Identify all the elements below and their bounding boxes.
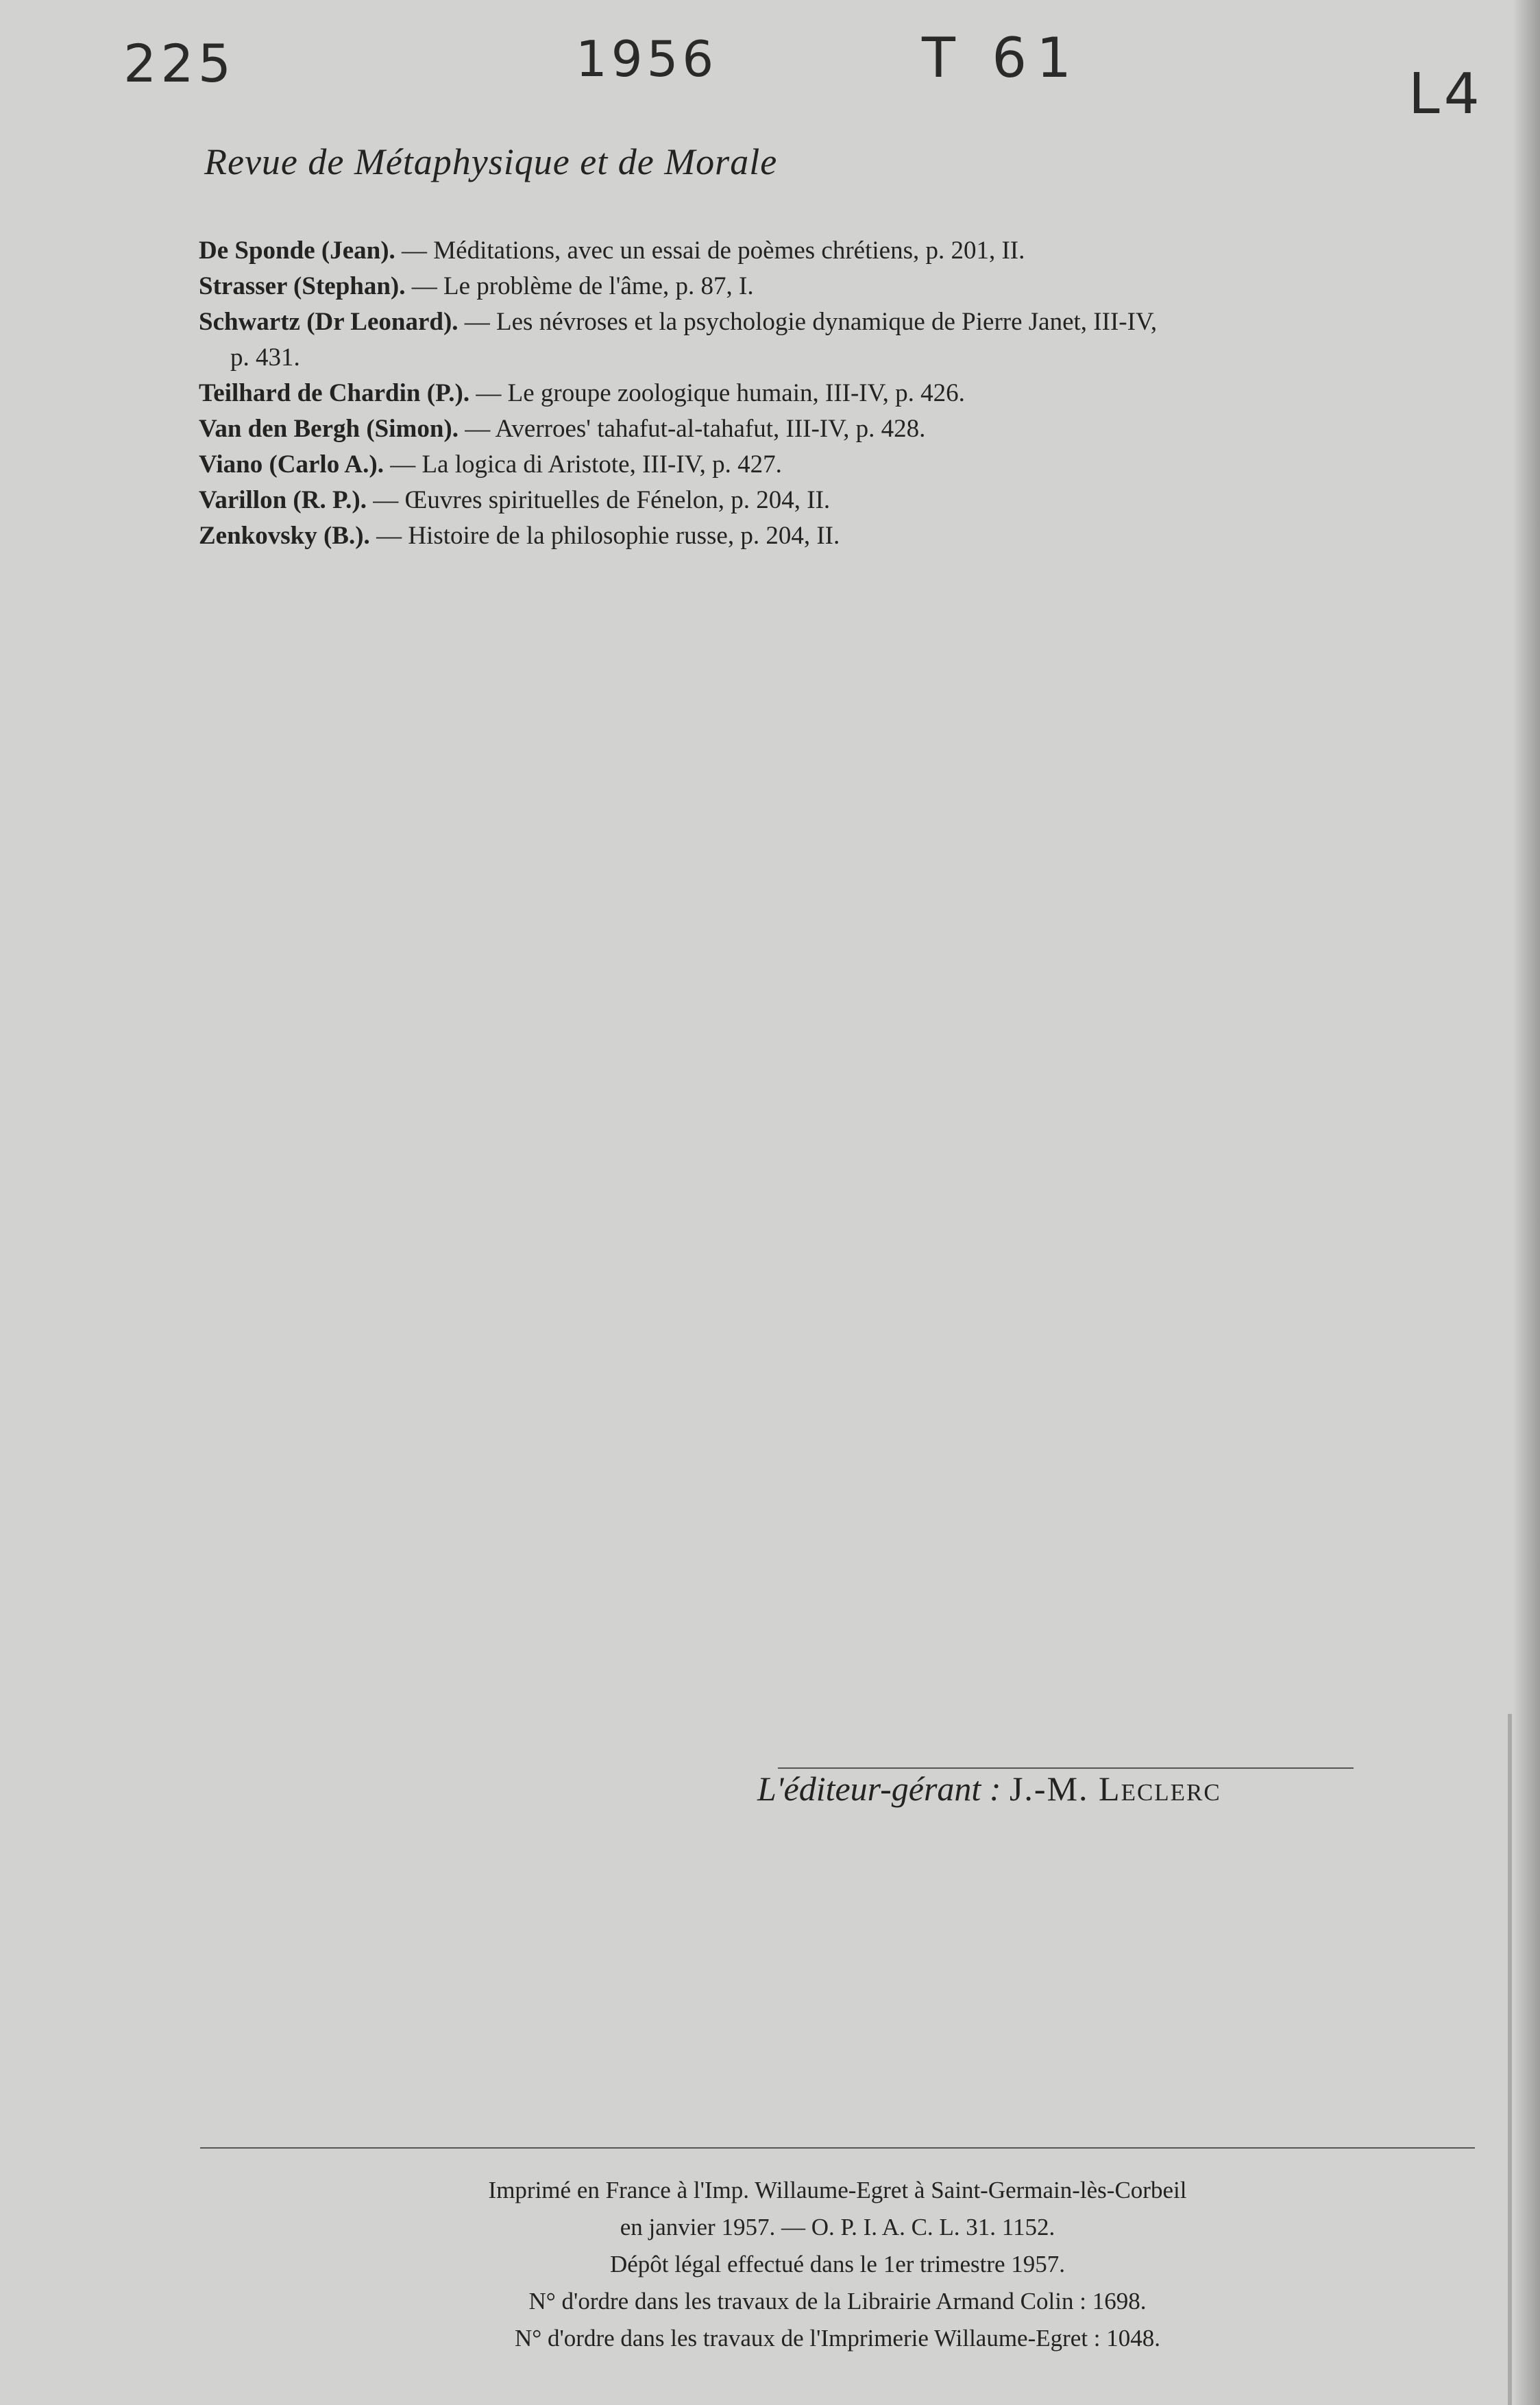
entry-text: — Œuvres spirituelles de Fénelon, p. 204, II. bbox=[366, 486, 831, 514]
list-item bbox=[199, 269, 1501, 304]
journal-title: Revue de Métaphysique et de Morale bbox=[204, 141, 778, 182]
entry-author: De Sponde (Jean). bbox=[199, 237, 395, 265]
entry-text: — Averroes' tahafut-al-tahafut, III-IV, p. 428. bbox=[458, 415, 926, 443]
imprint-line: N° d'ordre dans les travaux de la Librairie Armand Colin : 1698. bbox=[528, 2288, 1147, 2315]
list-item bbox=[199, 304, 1501, 376]
page-edge bbox=[1508, 1714, 1512, 2405]
list-item bbox=[199, 518, 1501, 554]
handwritten-code: T 61 bbox=[922, 26, 1081, 90]
entry-author: Viano (Carlo A.). bbox=[199, 450, 384, 479]
imprint-line: Dépôt légal effectué dans le 1er trimestre 1957. bbox=[609, 2251, 1066, 2277]
entry-text: — La logica di Aristote, III-IV, p. 427. bbox=[383, 450, 782, 479]
entry-author: Schwartz (Dr Leonard). bbox=[199, 308, 459, 336]
list-item bbox=[199, 376, 1501, 411]
handwritten-corner-mark: L4 bbox=[1408, 62, 1484, 127]
entry-author: Teilhard de Chardin (P.). bbox=[199, 379, 470, 407]
entry-author: Strasser (Stephan). bbox=[199, 272, 406, 300]
entry-text: — Les névroses et la psychologie dynamique de Pierre Janet, III-IV, bbox=[458, 308, 1158, 336]
entry-text: — Le groupe zoologique humain, III-IV, p. 426. bbox=[469, 379, 965, 407]
publisher-signature bbox=[757, 1769, 1221, 1809]
list-item bbox=[199, 483, 1501, 518]
handwritten-number: 225 bbox=[123, 33, 236, 94]
entry-author: Varillon (R. P.). bbox=[199, 486, 367, 514]
entry-text: — Méditations, avec un essai de poèmes chrétiens, p. 201, II. bbox=[395, 237, 1025, 265]
imprint-line: en janvier 1957. — O. P. I. A. C. L. 31. 1152. bbox=[620, 2214, 1055, 2240]
entry-text: — Le problème de l'âme, p. 87, I. bbox=[405, 272, 754, 300]
footer-divider bbox=[200, 2147, 1475, 2149]
entry-continuation: p. 431. bbox=[230, 343, 300, 372]
imprint-line: N° d'ordre dans les travaux de l'Imprimerie Willaume-Egret : 1048. bbox=[514, 2325, 1161, 2352]
imprint-line: Imprimé en France à l'Imp. Willaume-Egret à Saint-Germain-lès-Corbeil bbox=[488, 2177, 1187, 2203]
signature-role: L'éditeur-gérant : bbox=[757, 1769, 1001, 1808]
list-item bbox=[199, 447, 1501, 483]
entry-text: — Histoire de la philosophie russe, p. 204, II. bbox=[369, 522, 840, 550]
entry-author: Zenkovsky (B.). bbox=[199, 522, 370, 550]
printer-imprint bbox=[200, 2172, 1475, 2357]
entry-list bbox=[199, 233, 1501, 554]
list-item bbox=[199, 233, 1501, 269]
handwritten-year: 1956 bbox=[576, 30, 718, 88]
signature-name: J.-M. Leclerc bbox=[1009, 1769, 1221, 1808]
page-shadow bbox=[1513, 0, 1540, 2405]
list-item bbox=[199, 411, 1501, 447]
entry-author: Van den Bergh (Simon). bbox=[199, 415, 459, 443]
